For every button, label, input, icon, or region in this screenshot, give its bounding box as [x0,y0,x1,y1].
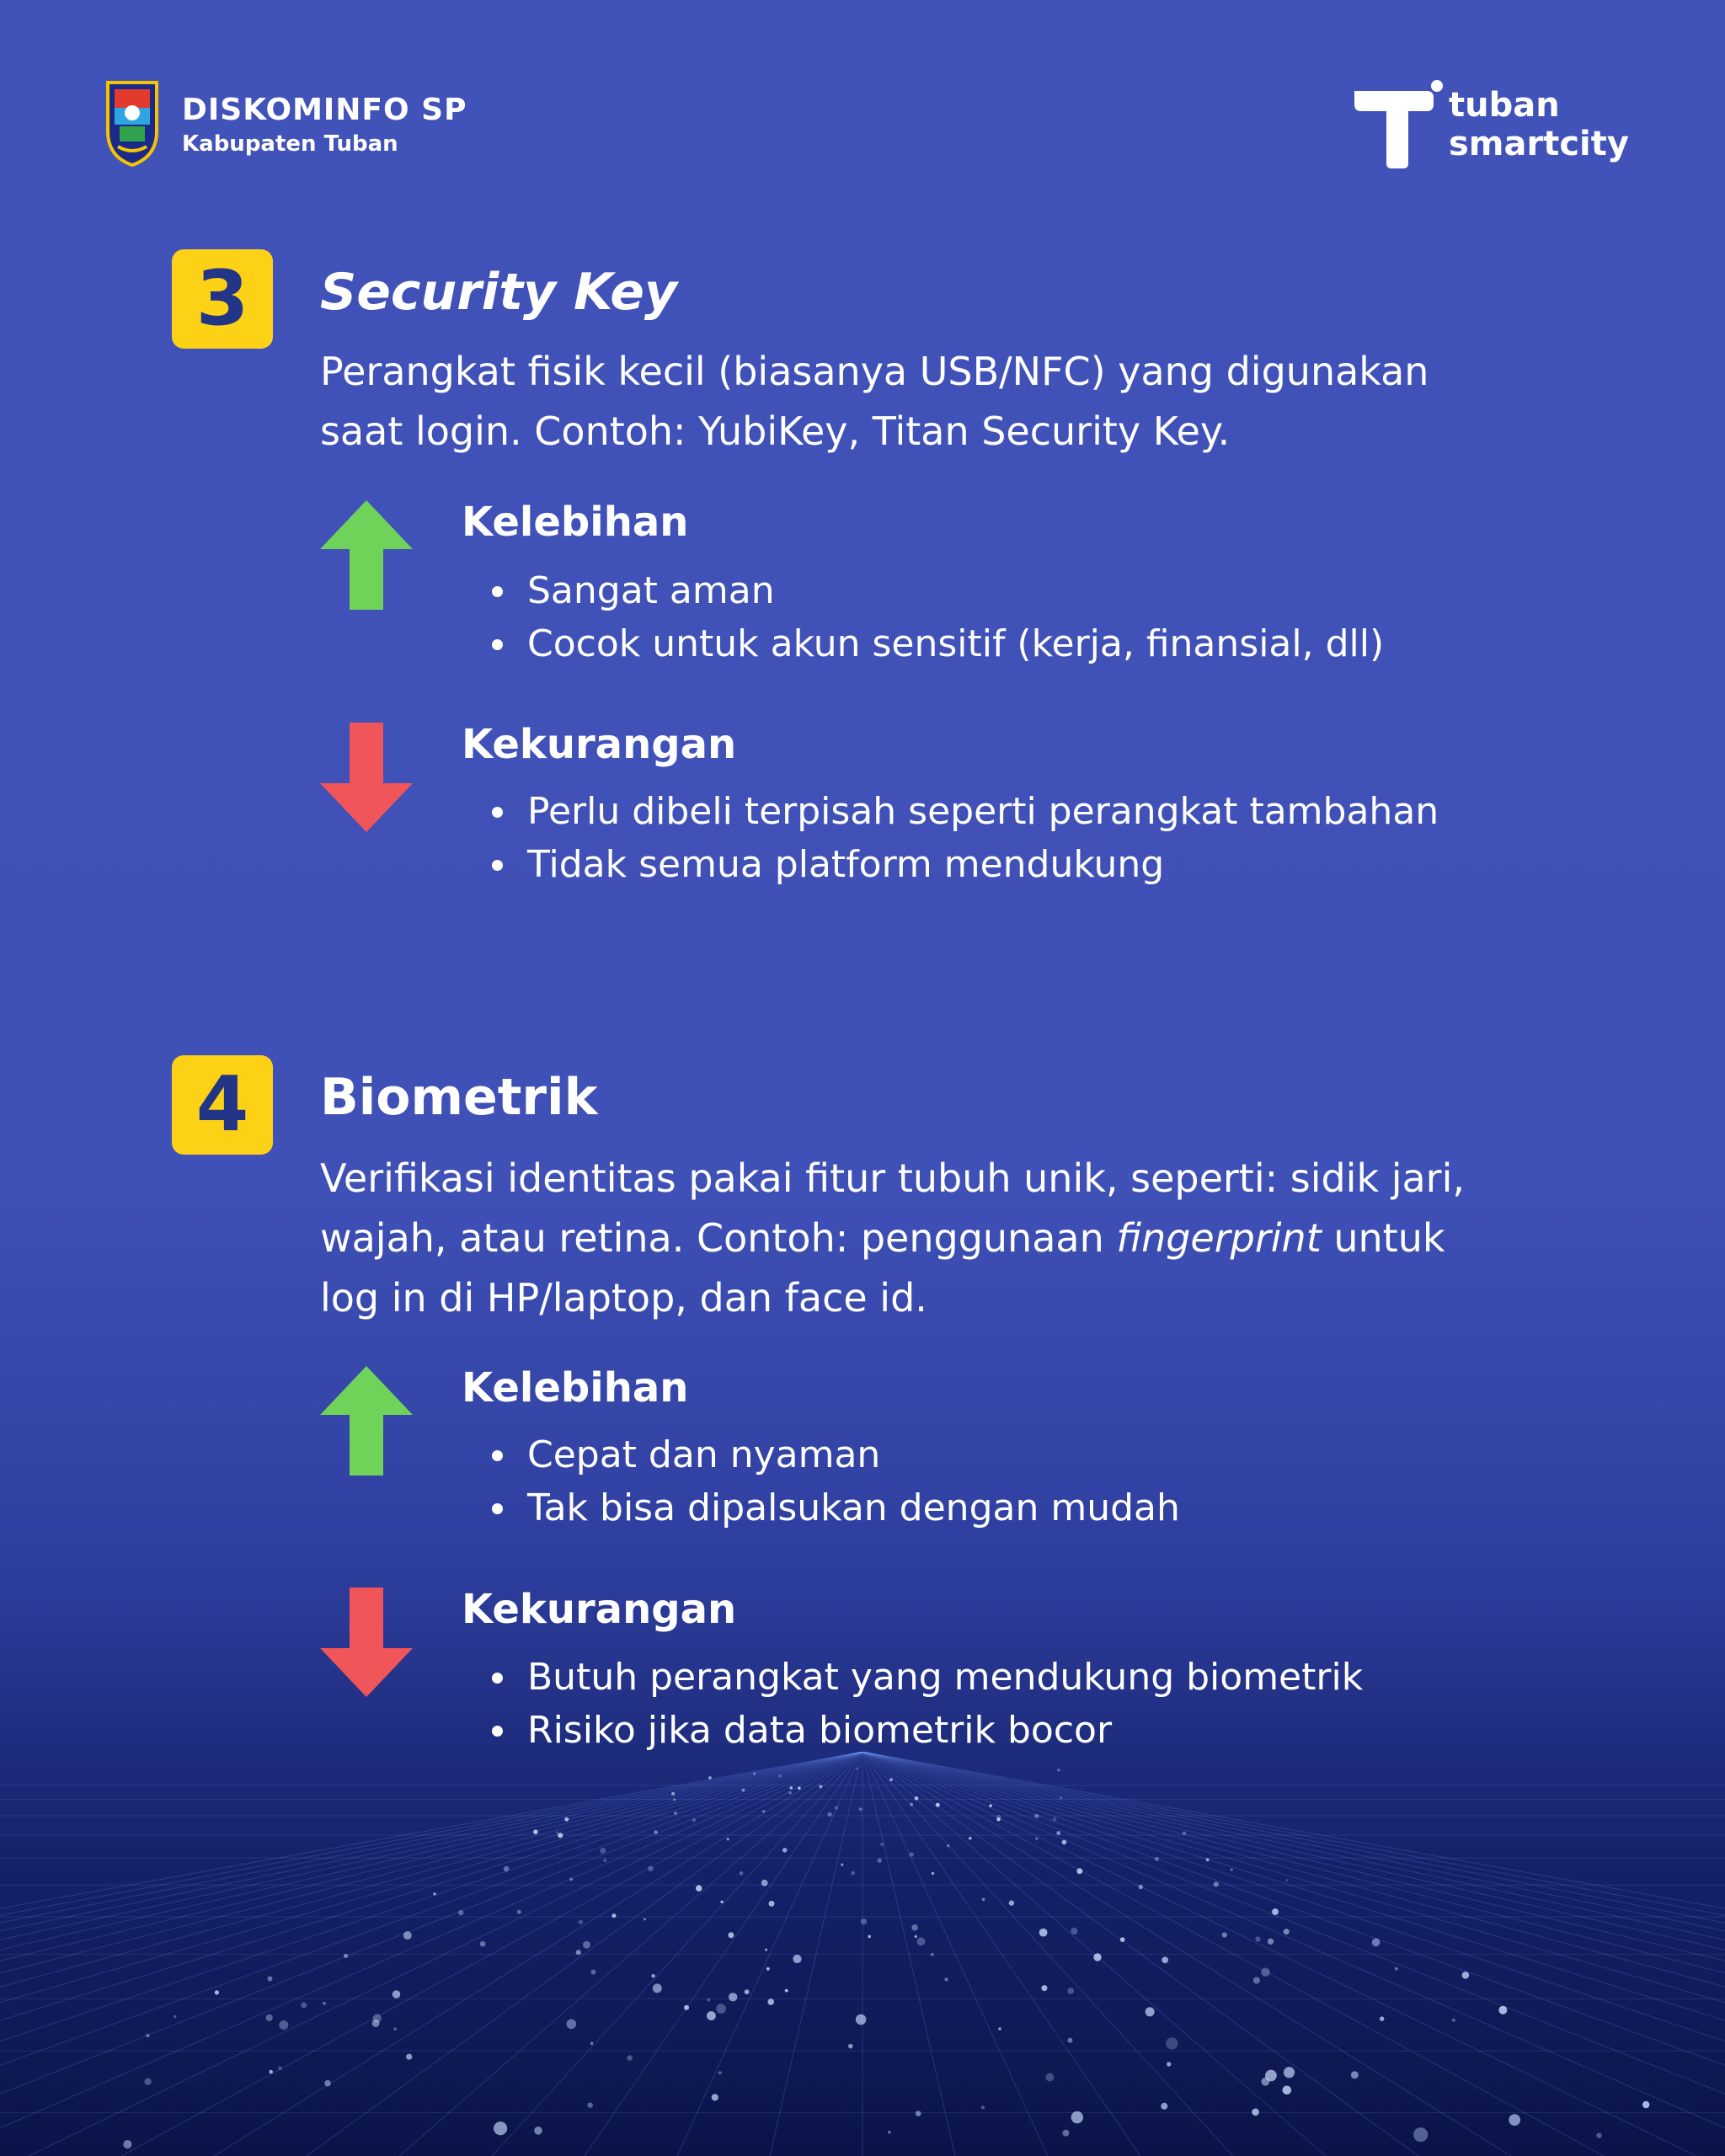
brand-line-1: tuban [1449,86,1560,125]
list-item: Perlu dibeli terpisah seperti perangkat tambahan [462,785,1439,838]
list-item: Tidak semua platform mendukung [462,838,1439,891]
pros-list [462,564,1384,670]
tuban-smartcity-logo-icon [1353,79,1445,172]
arrow-up-icon [320,1366,413,1476]
pros-heading: Kelebihan [462,1364,689,1412]
cons-list [462,1651,1363,1757]
list-item: Sangat aman [462,564,1384,617]
description-line: saat login. Contoh: YubiKey, Titan Security Key. [320,408,1231,454]
list-item: Tak bisa dipalsukan dengan mudah [462,1481,1180,1534]
pros-list [462,1428,1180,1534]
cons-heading: Kekurangan [462,1586,737,1633]
section-number-badge: 4 [172,1055,273,1155]
digital-grid-background [0,1752,1725,2156]
cons-list [462,785,1439,891]
description-text: wajah, atau retina. Contoh: penggunaan [320,1215,1117,1261]
org-name: DISKOMINFO SP [182,93,467,127]
description-line: Verifikasi identitas pakai fitur tubuh unik, seperti: sidik jari, [320,1155,1465,1201]
arrow-down-icon [320,723,413,832]
section-title: Biometrik [320,1068,598,1127]
description-text: untuk [1321,1215,1445,1261]
cons-heading: Kekurangan [462,721,737,768]
brand-line-2: smartcity [1449,125,1629,163]
description-line [320,1209,1600,1268]
description-italic-term: fingerprint [1116,1215,1322,1261]
org-subtitle: Kabupaten Tuban [182,131,398,157]
list-item: Cepat dan nyaman [462,1428,1180,1481]
section-description [320,1149,1600,1328]
description-line: log in di HP/laptop, dan face id. [320,1275,927,1321]
section-description [320,342,1600,462]
arrow-up-icon [320,500,413,610]
pros-heading: Kelebihan [462,499,689,546]
section-title: Security Key [320,263,678,322]
list-item: Risiko jika data biometrik bocor [462,1704,1363,1757]
section-number-badge: 3 [172,249,273,349]
arrow-down-icon [320,1588,413,1697]
emblem-icon [103,79,162,167]
list-item: Butuh perangkat yang mendukung biometrik [462,1651,1363,1704]
diskominfo-logo [103,79,490,172]
tuban-smartcity-logo [1353,79,1631,172]
list-item: Cocok untuk akun sensitif (kerja, finansial, dll) [462,617,1384,670]
description-line: Perangkat fisik kecil (biasanya USB/NFC) yang digunakan [320,349,1429,394]
